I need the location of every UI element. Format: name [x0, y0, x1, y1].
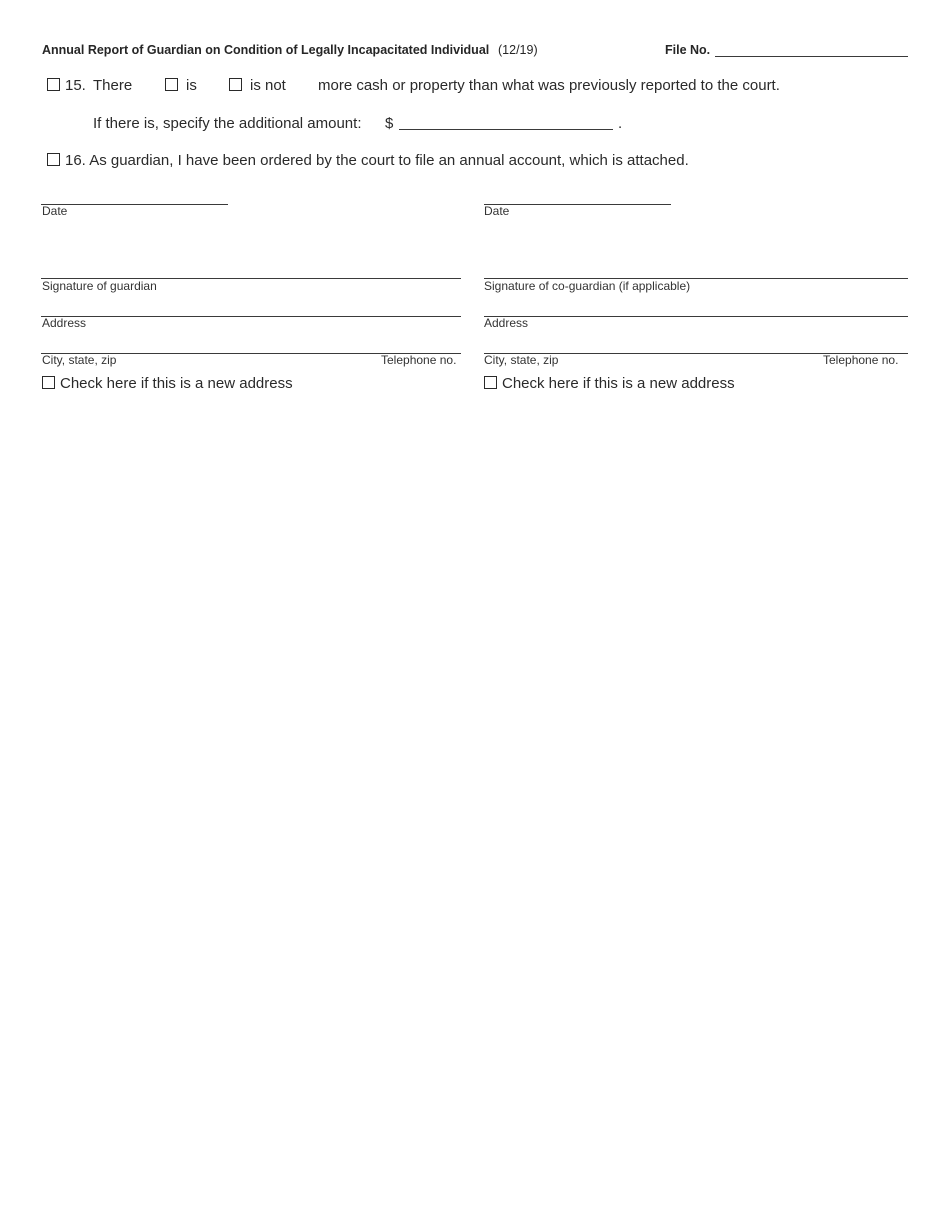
coguardian-signature-label: Signature of co-guardian (if applicable) [484, 279, 691, 293]
coguardian-address-label: Address [484, 316, 529, 330]
item15-is-checkbox[interactable] [165, 78, 178, 91]
amount-period: . [618, 115, 623, 132]
guardian-date-field[interactable] [41, 204, 228, 205]
guardian-new-address-label: Check here if this is a new address [60, 375, 293, 392]
item15-checkbox[interactable] [47, 78, 60, 91]
guardian-phone-label: Telephone no. [381, 353, 457, 367]
item16-checkbox[interactable] [47, 153, 60, 166]
item15-text: more cash or property than what was previously reported to the court. [318, 77, 780, 94]
form-revision: (12/19) [498, 43, 538, 57]
item15-number: 15. [65, 77, 86, 94]
guardian-address-label: Address [42, 316, 87, 330]
form-title: Annual Report of Guardian on Condition of Legally Incapacitated Individual [42, 43, 490, 57]
guardian-city-label: City, state, zip [42, 353, 117, 367]
item15-there: There [93, 77, 133, 94]
item15-is-not-checkbox[interactable] [229, 78, 242, 91]
guardian-new-address-checkbox[interactable] [42, 376, 55, 389]
item16-text: 16. As guardian, I have been ordered by the court to file an annual account, which is attached. [65, 152, 689, 169]
file-no-label: File No. [665, 43, 711, 57]
item15-is-not-label: is not [250, 77, 286, 94]
additional-amount-field[interactable] [399, 129, 613, 130]
guardian-address-field[interactable] [41, 316, 461, 317]
coguardian-phone-label: Telephone no. [823, 353, 899, 367]
currency-symbol: $ [385, 115, 394, 132]
coguardian-address-field[interactable] [484, 316, 908, 317]
specify-amount-label: If there is, specify the additional amount: [93, 115, 362, 132]
coguardian-date-field[interactable] [484, 204, 671, 205]
guardian-signature-label: Signature of guardian [42, 279, 157, 293]
guardian-date-label: Date [42, 204, 68, 218]
coguardian-city-label: City, state, zip [484, 353, 559, 367]
coguardian-new-address-checkbox[interactable] [484, 376, 497, 389]
coguardian-date-label: Date [484, 204, 510, 218]
file-no-field[interactable] [715, 56, 908, 57]
coguardian-new-address-label: Check here if this is a new address [502, 375, 735, 392]
item15-is-label: is [186, 77, 197, 94]
